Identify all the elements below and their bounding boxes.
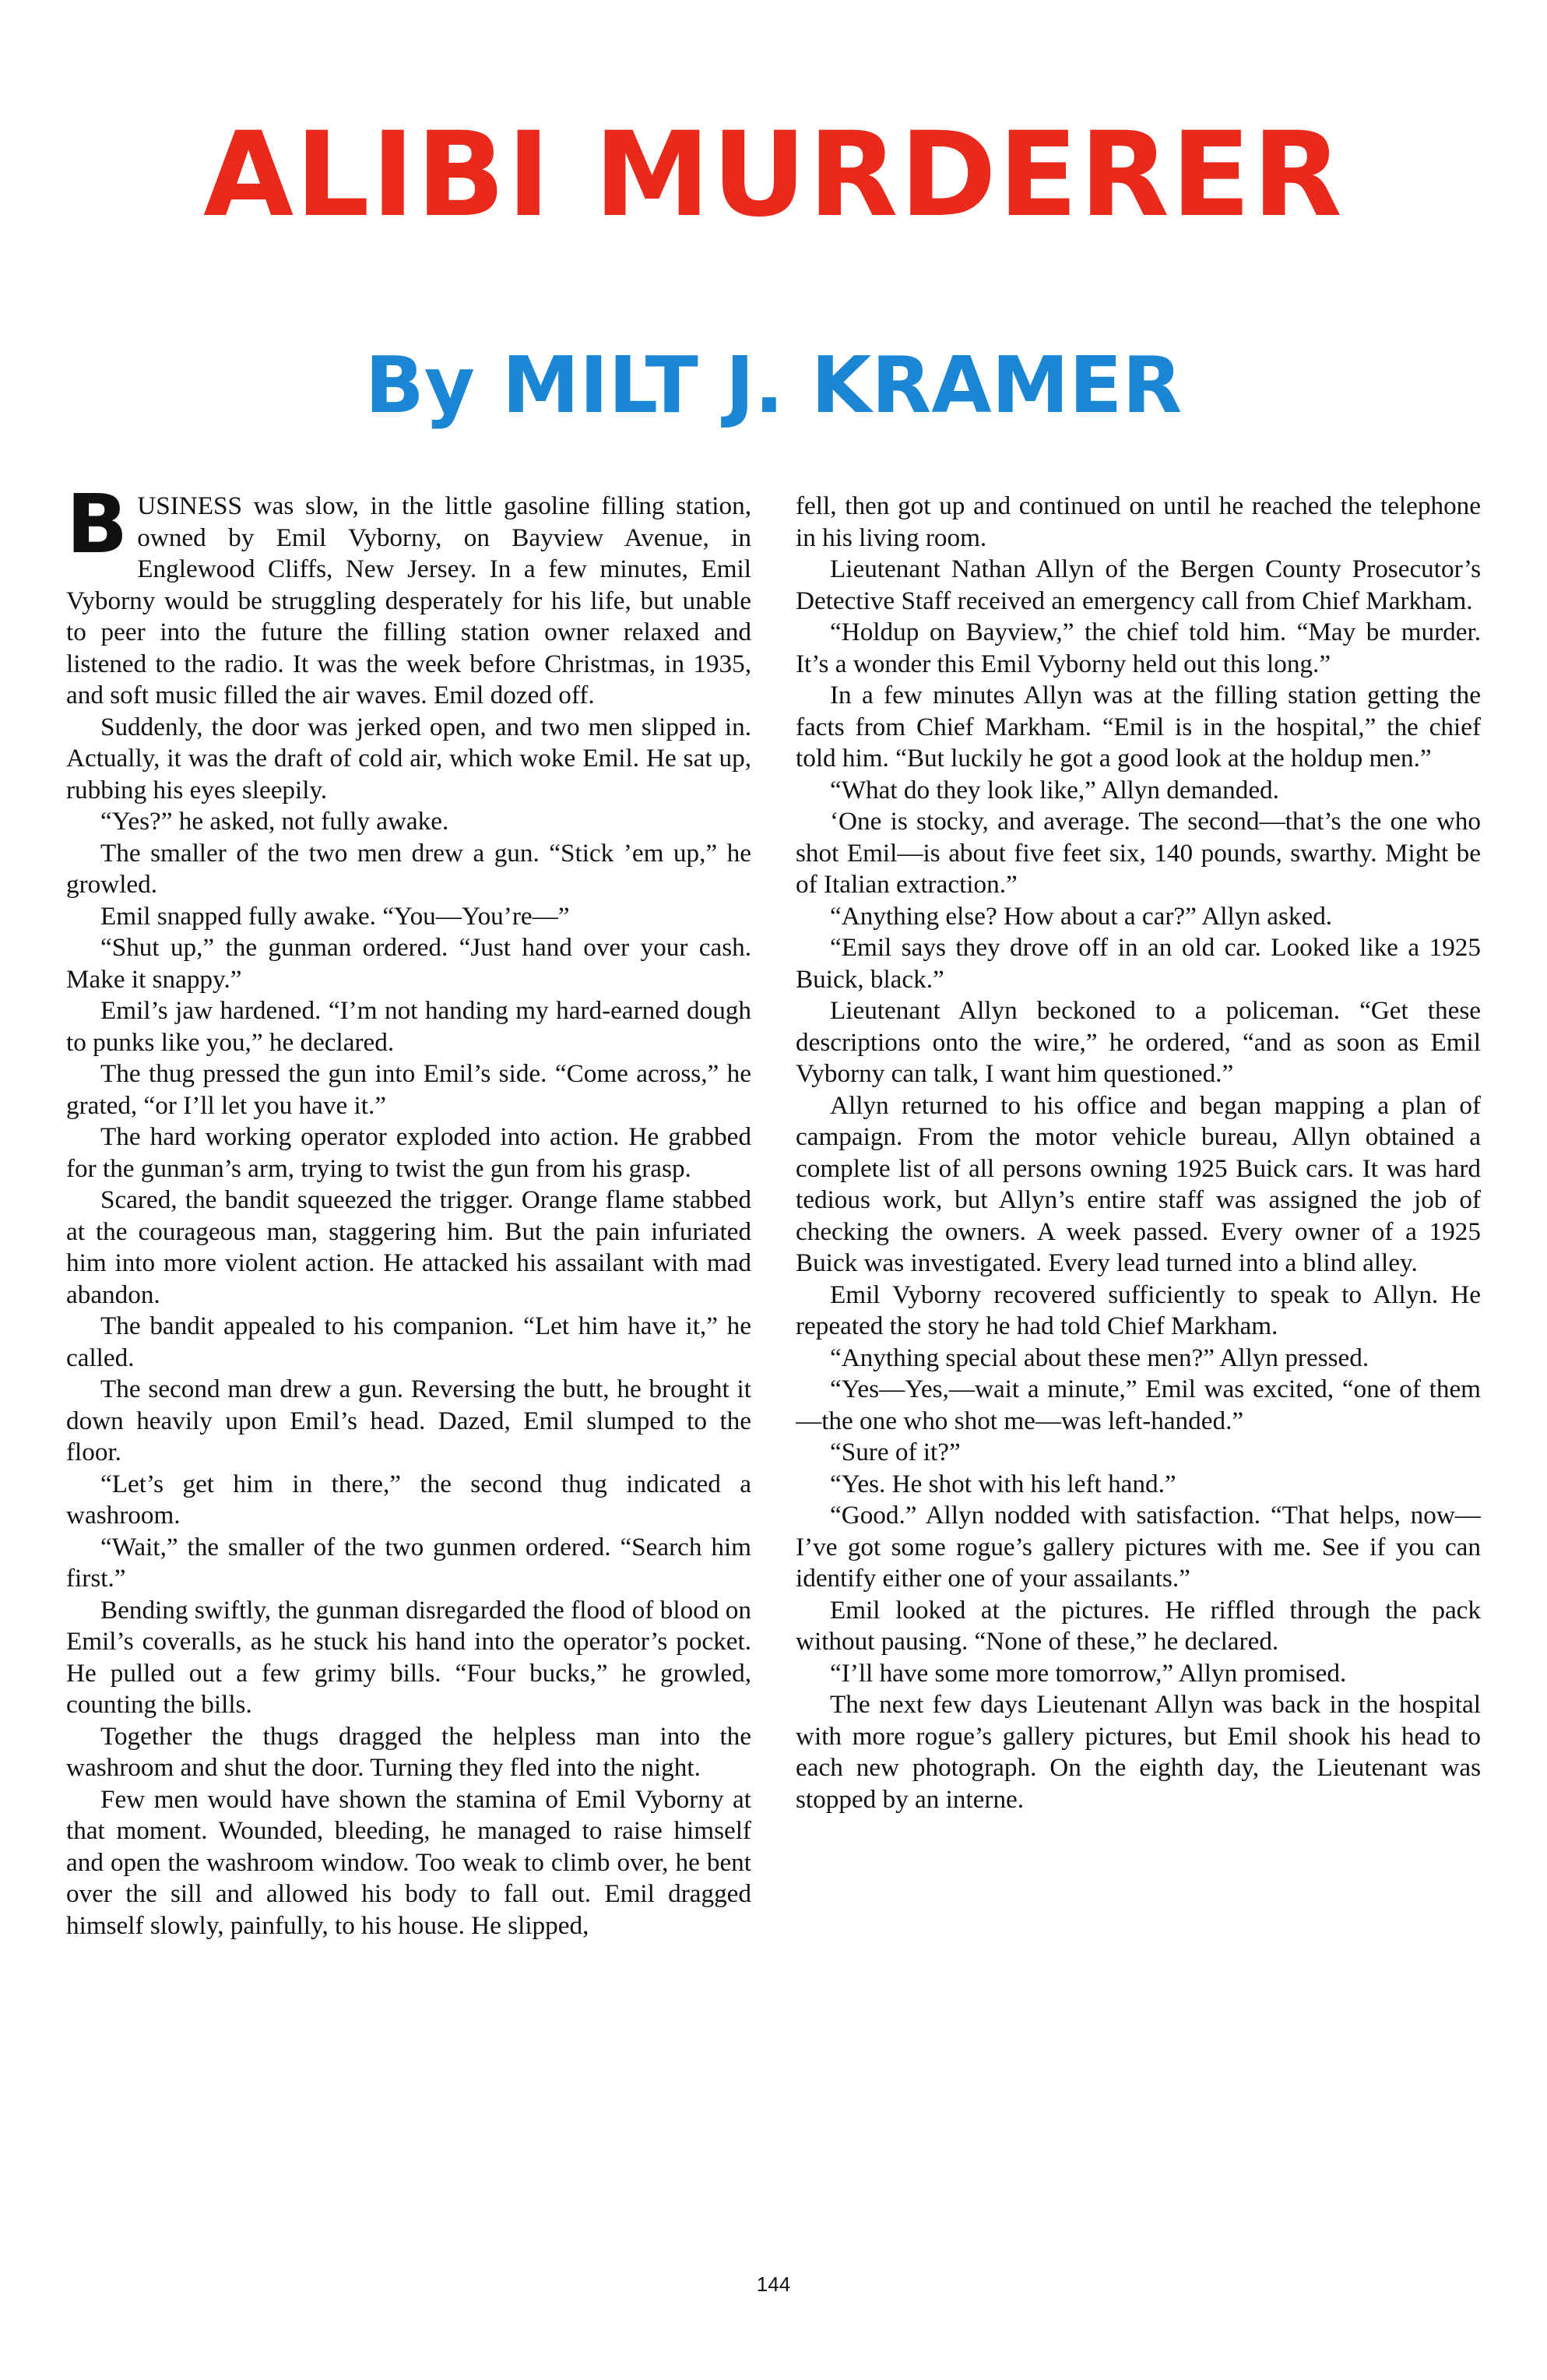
paragraph: USINESS was slow, in the little gasoline filling station, owned by Emil Vyborny, on Bayview Avenue, in Englewood Cliffs, New Jersey. In a few minutes, Emil Vyborny would be struggling desperately for his life, but unable to peer into the future the filling station owner relaxed and listened to the radio. It was the week before Christmas, in 1935, and soft music filled the air waves. Emil dozed off.: [66, 491, 751, 709]
paragraph: Suddenly, the door was jerked open, and two men slipped in. Actually, it was the draft of cold air, which woke Emil. He sat up, rubbing his eyes sleepily.: [66, 712, 751, 804]
paragraph: Lieutenant Nathan Allyn of the Bergen County Prosecutor’s Detective Staff received an emergency call from Chief Markham.: [796, 555, 1481, 615]
paragraph: Emil looked at the pictures. He riffled through the pack without pausing. “None of these,” he declared.: [796, 1595, 1481, 1656]
article-title: ALIBI MURDERER: [203, 107, 1344, 243]
paragraph: Lieutenant Allyn beckoned to a policeman. “Get these descriptions onto the wire,” he ordered, “and as soon as Emil Vyborny can talk, I want him questioned.”: [796, 996, 1481, 1088]
paragraph: In a few minutes Allyn was at the filling station getting the facts from Chief Markham. “Emil is in the hospital,” the chief told him. “But luckily he got a good look at the holdup men.”: [796, 681, 1481, 773]
paragraph: Together the thugs dragged the helpless man into the washroom and shut the door. Turning they fled into the night.: [66, 1721, 751, 1782]
paragraph: “Holdup on Bayview,” the chief told him. “May be murder. It’s a wonder this Emil Vyborny held out this long.”: [796, 618, 1481, 678]
paragraph: “Yes?” he asked, not fully awake.: [100, 807, 449, 836]
paragraph: “Sure of it?”: [830, 1438, 961, 1466]
paragraph: “Wait,” the smaller of the two gunmen ordered. “Search him first.”: [66, 1532, 751, 1593]
paragraph: “Good.” Allyn nodded with satisfaction. “That helps, now—I’ve got some rogue’s gallery pictures with me. See if you can identify either one of your assailants.”: [796, 1501, 1481, 1593]
paragraph: Emil Vyborny recovered sufficiently to speak to Allyn. He repeated the story he had told Chief Markham.: [796, 1280, 1481, 1340]
right-column: [796, 491, 1481, 2204]
paragraph: Scared, the bandit squeezed the trigger. Orange flame stabbed at the courageous man, staggering him. But the pain infuriated him into more violent action. He attacked his assailant with mad abandon.: [66, 1185, 751, 1309]
paragraph: “Anything special about these men?” Allyn pressed.: [830, 1343, 1369, 1372]
paragraph: “I’ll have some more tomorrow,” Allyn promised.: [830, 1658, 1347, 1688]
paragraph: “Shut up,” the gunman ordered. “Just hand over your cash. Make it snappy.”: [66, 933, 751, 994]
paragraph: The hard working operator exploded into action. He grabbed for the gunman’s arm, trying to twist the gun from his grasp.: [66, 1122, 751, 1183]
article-byline: By MILT J. KRAMER: [364, 340, 1183, 431]
drop-cap: B: [66, 491, 128, 572]
paragraph: “Yes—Yes,—wait a minute,” Emil was excited, “one of them—the one who shot me—was left-handed.”: [796, 1375, 1481, 1435]
paragraph: “Emil says they drove off in an old car. Looked like a 1925 Buick, black.”: [796, 933, 1481, 994]
paragraph: The second man drew a gun. Reversing the butt, he brought it down heavily upon Emil’s head. Dazed, Emil slumped to the floor.: [66, 1375, 751, 1466]
paragraph: Emil’s jaw hardened. “I’m not handing my hard-earned dough to punks like you,” he declared.: [66, 996, 751, 1057]
paragraph: “Let’s get him in there,” the second thug indicated a washroom.: [66, 1469, 751, 1530]
paragraph: “Anything else? How about a car?” Allyn asked.: [830, 901, 1333, 931]
paragraph: “Yes. He shot with his left hand.”: [830, 1469, 1176, 1498]
paragraph: Bending swiftly, the gunman disregarded the flood of blood on Emil’s coveralls, as he stuck his hand into the operator’s pocket. He pulled out a few grimy bills. “Four bucks,” he growled, counting the bills.: [66, 1595, 751, 1719]
paragraph: The bandit appealed to his companion. “Let him have it,” he called.: [66, 1311, 751, 1372]
paragraph: “What do they look like,” Allyn demanded.: [830, 775, 1279, 804]
paragraph: The smaller of the two men drew a gun. “Stick ’em up,” he growled.: [66, 838, 751, 899]
paragraph: Emil snapped fully awake. “You—You’re—”: [100, 901, 570, 931]
left-column: [66, 491, 751, 2204]
paragraph: The next few days Lieutenant Allyn was back in the hospital with more rogue’s gallery pictures, but Emil shook his head to each new photograph. On the eighth day, the Lieutenant was stopped by an interne.: [796, 1690, 1481, 1814]
paragraph: Allyn returned to his office and began mapping a plan of campaign. From the motor vehicle bureau, Allyn obtained a complete list of all persons owning 1925 Buick cars. It was hard tedious work, but Allyn’s entire staff was assigned the job of checking the owners. A week passed. Every owner of a 1925 Buick was investigated. Every lead turned into a blind alley.: [796, 1090, 1481, 1277]
paragraph: Few men would have shown the stamina of Emil Vyborny at that moment. Wounded, bleeding, he managed to raise himself and open the washroom window. Too weak to climb over, he bent over the sill and allowed his body to fall out. Emil dragged himself slowly, painfully, to his house. He slipped,: [66, 1784, 751, 1940]
paragraph: The thug pressed the gun into Emil’s side. “Come across,” he grated, “or I’ll let you have it.”: [66, 1059, 751, 1120]
page-number: 144: [756, 2273, 791, 2296]
paragraph: fell, then got up and continued on until he reached the telephone in his living room.: [796, 491, 1481, 552]
paragraph: ‘One is stocky, and average. The second—that’s the one who shot Emil—is about five feet six, 140 pounds, swarthy. Might be of Italian extraction.”: [796, 807, 1481, 899]
